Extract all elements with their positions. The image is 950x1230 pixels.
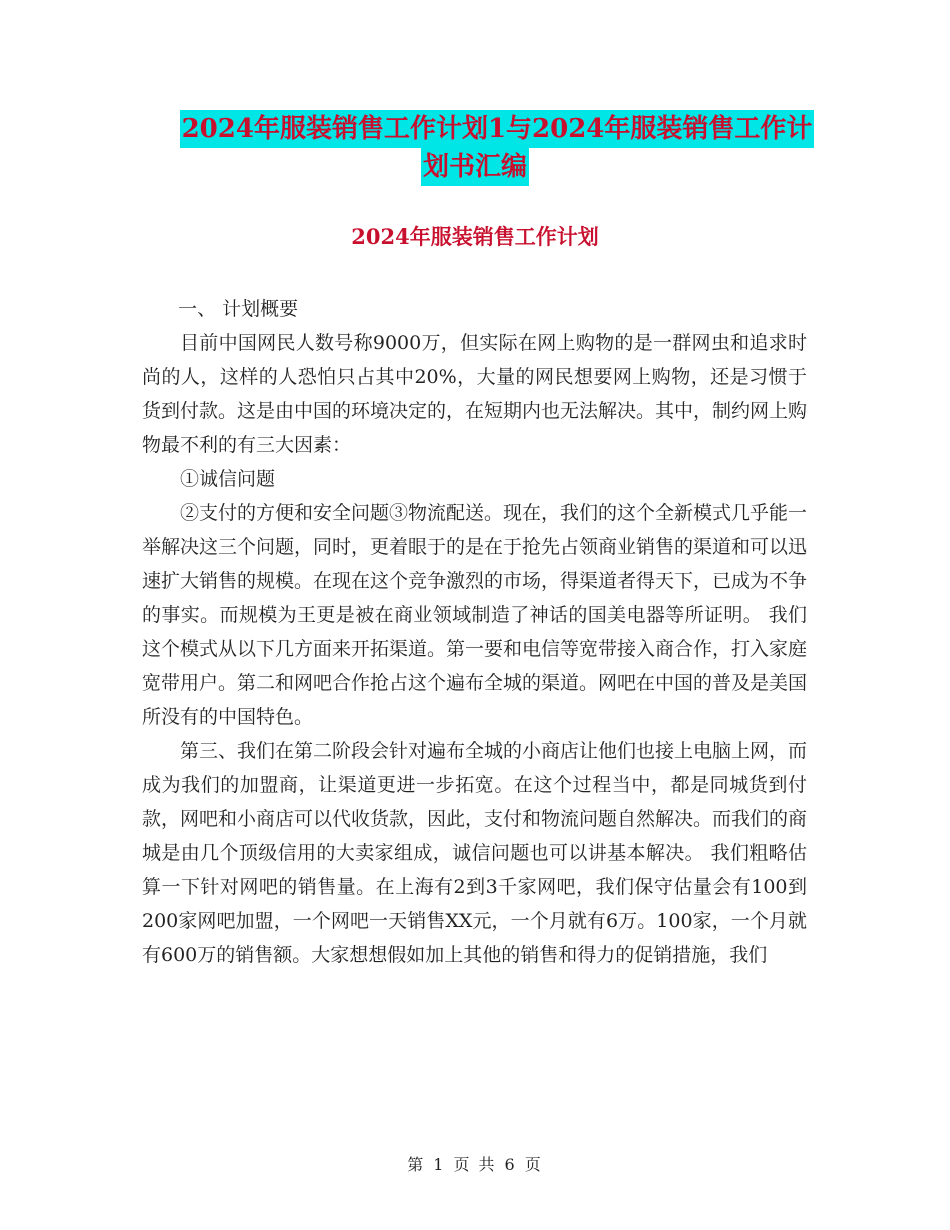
title-line-1: 2024年服装销售工作计划1与2024年服装销售工作计 — [180, 110, 815, 148]
footer-middle: 页 共 — [453, 1155, 497, 1174]
title-line-2: 划书汇编 — [421, 148, 529, 186]
paragraph: 目前中国网民人数号称9000万，但实际在网上购物的是一群网虫和追求时尚的人，这样的人恐怕只占其中20%，大量的网民想要网上购物，还是习惯于货到付款。这是由中国的环境决定的，在短期内也无法解决。其中，制约网上购物最不利的有三大因素： — [142, 332, 808, 456]
document-body — [142, 292, 807, 972]
paragraph: 第三、我们在第二阶段会针对遍布全城的小商店让他们也接上电脑上网，而成为我们的加盟商，让渠道更进一步拓宽。在这个过程当中，都是同城货到付款，网吧和小商店可以代收货款，因此，支付和物流问题自然解决。而我们的商城是由几个顶级信用的大卖家组成，诚信问题也可以讲基本解决。 我们粗略估算一下针对网吧的销售量。在上海有2到3千家网吧，我们保守估量会有100到200家网吧加盟，一个网吧一天销售XX元，一个月就有6万。100家，一个月就有600万的销售额。大家想想假如加上其他的销售和得力的促销措施，我们 — [142, 740, 808, 966]
paragraph: ①诚信问题 — [180, 468, 276, 490]
document-title — [0, 110, 950, 186]
paragraph: ②支付的方便和安全问题③物流配送。现在，我们的这个全新模式几乎能一举解决这三个问题，同时，更着眼于的是在于抢先占领商业销售的渠道和可以迅速扩大销售的规模。在现在这个竞争激烈的市场，得渠道者得天下，已成为不争的事实。而规模为王更是被在商业领域制造了神话的国美电器等所证明。 我们这个模式从以下几方面来开拓渠道。第一要和电信等宽带接入商合作，打入家庭宽带用户。第二和网吧合作抢占这个遍布全城的渠道。网吧在中国的普及是美国所没有的中国特色。 — [142, 502, 808, 728]
footer-total-pages: 6 — [504, 1155, 517, 1174]
page-footer — [0, 1152, 950, 1175]
section-heading: 一、 计划概要 — [178, 298, 299, 320]
footer-prefix: 第 — [407, 1155, 426, 1174]
footer-page-number: 1 — [433, 1155, 446, 1174]
section-subtitle: 2024年服装销售工作计划 — [351, 224, 599, 249]
footer-suffix: 页 — [524, 1155, 543, 1174]
